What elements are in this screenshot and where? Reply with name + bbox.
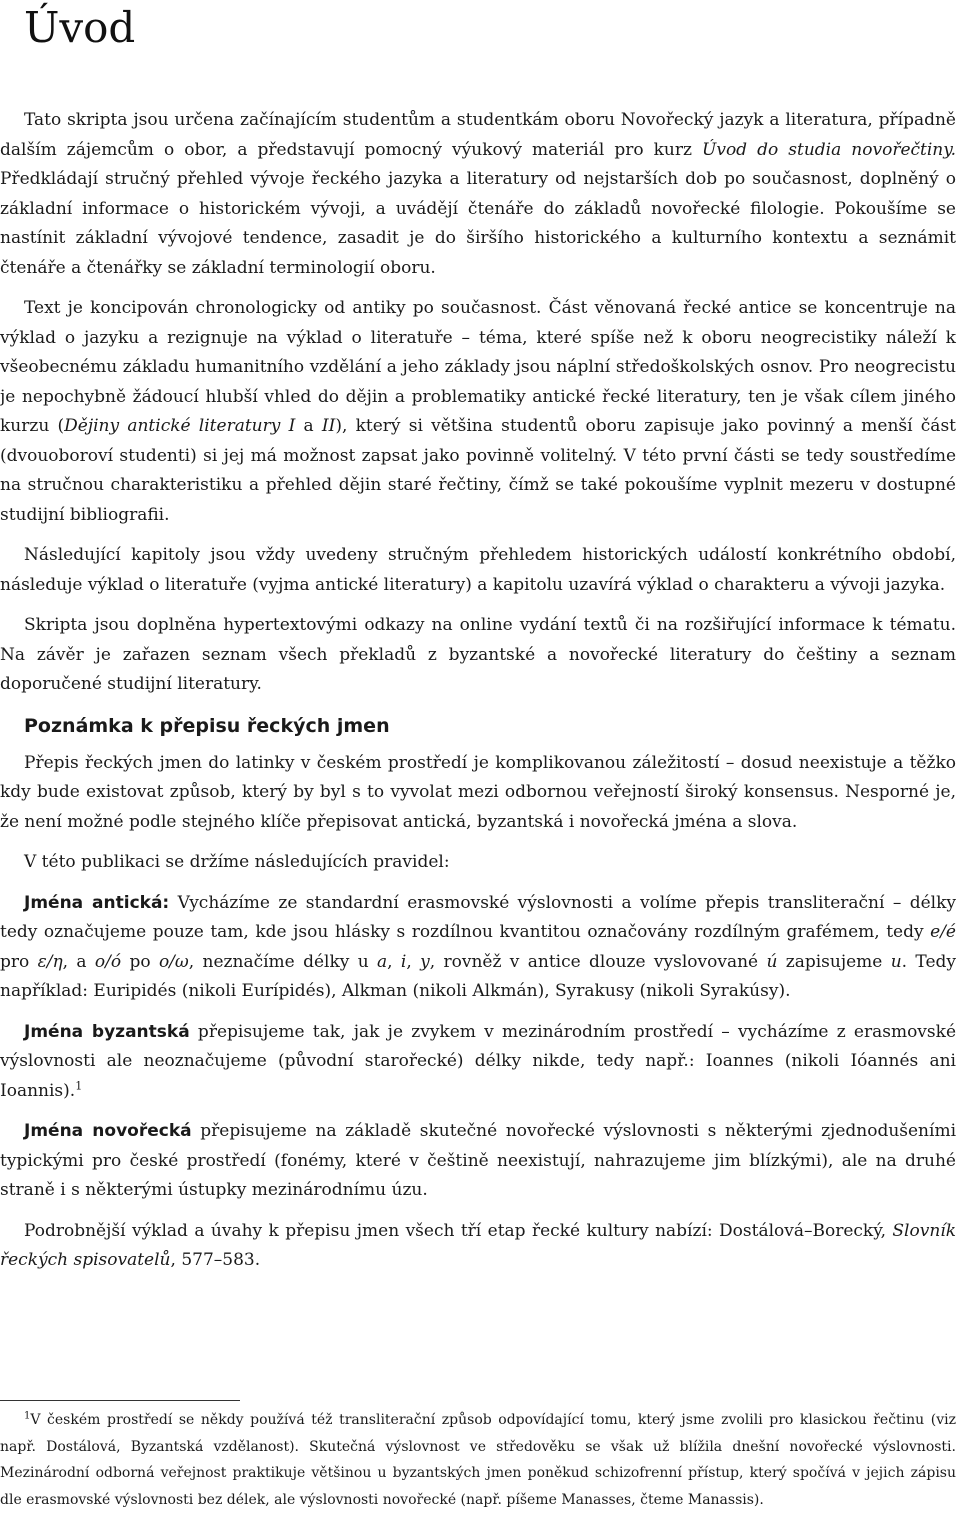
- rule-antic-comma: , a: [62, 951, 95, 972]
- rule-antic-sep1: ,: [387, 951, 401, 972]
- rule-byzantine-text: přepisujeme tak, jak je zvykem v mezinárodním prostředí – vycházíme z erasmovské výslovnosti ale neoznačujeme (původní starořecké) délky nikde, tedy např.: Ioannes (nikoli Ióannés ani Ioannis).: [0, 1021, 956, 1101]
- intro-p1-text: Tato skripta jsou určena začínajícím studentům a studentkám oboru Novořecký jazyk a literatura, případně dalším zájemcům o obor, a představují pomocný výukový materiál pro kurz: [0, 110, 956, 160]
- footnotes: [0, 1400, 956, 1513]
- rule-antic-lead: Jména antická:: [24, 892, 170, 913]
- final-text-a: Podrobnější výklad a úvahy k přepisu jmen všech tří etap řecké kultury nabízí: Dostálová–Borecký,: [24, 1220, 893, 1241]
- rule-modern-greek-lead: Jména novořecká: [24, 1121, 192, 1141]
- rule-antic-po: po: [121, 951, 159, 972]
- book-title: Slovník řeckých spisovatelů: [0, 1220, 956, 1270]
- rule-antic-text-a: Vycházíme ze standardní erasmovské výslovnosti a volíme přepis transliterační – délky tedy označujeme pouze tam, kde jsou hlásky s rozdílnou kvantitou označovány rozdílným grafémem, tedy: [0, 892, 956, 942]
- intro-paragraph-3: Následující kapitoly jsou vždy uvedeny stručným přehledem historických událostí konkrétního období, následuje výklad o literatuře (vyjma antické literatury) a kapitolu uzavírá výklad o charakteru a vývoji jazyka.: [0, 545, 956, 595]
- rule-antic-pro: pro: [0, 951, 38, 972]
- course-name: Úvod do studia novořečtiny.: [702, 139, 956, 160]
- rule-antic-u: u: [890, 951, 902, 972]
- footnote-ref[interactable]: 1: [75, 1078, 83, 1092]
- intro-p2-text-b: ), který si většina studentů oboru zapisuje jako povinný a menší část (dvouoboroví studenti) si jej má možnost zapsat jako povinně volitelný. V této první části se tedy soustředíme na stručnou charakteristiku a přehled dějin staré řečtiny, čímž se také pokoušíme vyplnit mezeru v dostupné studijní bibliografii.: [0, 416, 956, 525]
- intro-paragraph-1: [0, 106, 956, 283]
- rule-byzantine-lead: Jména byzantská: [24, 1021, 190, 1042]
- intro-p1-rest: Předkládají stručný přehled vývoje řeckého jazyka a literatury od nejstarších dob po současnost, doplněný o základní informace o historickém vývoji, a uvádějí čtenáře do základů novořecké filologie. Pokoušíme se nastínit základní vývojové tendence, zasadit je do širšího historického a kulturního kontextu a seznámit čtenáře a čtenářky se základní terminologií oboru.: [0, 169, 956, 278]
- intro-p2-text-a: Text je koncipován chronologicky od antiky po současnost. Část věnovaná řecké antice se koncentruje na výklad o jazyku a rezignuje na výklad o literatuře – téma, které spíše než k oboru neogrecistiky náleží k všeobecnému základu humanitního vzdělání a jeho základy jsou náplní středoškolských osnov. Pro neogrecistu je nepochybně žádoucí hlubší vhled do dějin a problematiky antické řecké literatury, ten je však cílem jiného kurzu (: [0, 298, 956, 436]
- footnote-mark: 1: [24, 1410, 31, 1422]
- intro-p2-and: a: [295, 416, 322, 436]
- rule-antic-omi: o/ω: [158, 951, 189, 972]
- footnote-rule: [0, 1400, 240, 1401]
- rule-antic-a: a: [377, 951, 388, 972]
- rule-antic-ee: e/é: [930, 922, 956, 942]
- section-paragraph-2: V této publikaci se držíme následujících pravidel:: [24, 852, 450, 872]
- final-text-b: , 577–583.: [170, 1250, 261, 1270]
- section-paragraph-1: Přepis řeckých jmen do latinky v českém prostředí je komplikovanou záležitostí – dosud neexistuje a těžko kdy bude existovat způsob, který by byl s to vyvolat mezi odbornou veřejností široký konsensus. Nesporné je, že není možné podle stejného klíče přepisovat antická, byzantská i novořecká jména a slova.: [0, 752, 956, 832]
- rule-antic-oo: o/ó: [94, 951, 122, 972]
- course-name-3: II: [321, 416, 336, 436]
- rule-antic: [0, 889, 956, 1007]
- intro-paragraph-4: Skripta jsou doplněna hypertextovými odkazy na online vydání textů či na rozšiřující informace k tématu. Na závěr je zařazen seznam všech překladů z byzantské a novořecké literatury do češtiny a seznam doporučené studijní literatury.: [0, 615, 956, 694]
- intro-paragraph-2: [0, 294, 956, 530]
- rule-antic-text-e: . Tedy například: Euripidés (nikoli Eurípidés), Alkman (nikoli Alkmán), Syrakusy (nikoli Syrakúsy).: [0, 951, 956, 1001]
- rule-antic-y: y: [420, 951, 430, 972]
- course-name-2: Dějiny antické literatury I: [64, 416, 296, 436]
- footnote-text: V českém prostředí se někdy používá též transliterační způsob odpovídající tomu, který jsme zvolili pro klasickou řečtinu (viz např. Dostálová, Byzantská vzdělanost). Skutečná výslovnost ve středověku se však už blížila dnešní novořecké výslovnosti. Mezinárodní odborná veřejnost praktikuje většinou u byzantských jmen poněkud schizofrenní přístup, který spočívá v jejich zápisu dle erasmovské výslovnosti bez délek, ale výslovnosti novořecké (např. píšeme Manasses, čteme Manassis).: [0, 1412, 956, 1508]
- rule-antic-u-long: ú: [766, 951, 778, 972]
- chapter-title: Úvod: [24, 3, 136, 52]
- rule-antic-eps: ε/η: [37, 951, 63, 972]
- rule-modern-greek-text: přepisujeme na základě skutečné novořecké výslovnosti s některými zjednodušeními typickými pro české prostředí (fonémy, které v češtině neexistují, nahrazujeme jim blízkými), ale na druhé straně i s některými ústupky mezinárodnímu úzu.: [0, 1121, 957, 1200]
- footnote-1: [0, 1407, 956, 1513]
- rule-byzantine: [0, 1018, 956, 1107]
- document-body: [0, 106, 956, 1287]
- rule-modern-greek: [0, 1117, 956, 1206]
- rule-antic-text-c: , rovněž v antice dlouze vyslovované: [429, 951, 767, 972]
- rule-antic-text-d: zapisujeme: [777, 951, 891, 972]
- section-heading: Poznámka k přepisu řeckých jmen: [24, 714, 390, 737]
- rule-antic-text-b: , neznačíme délky u: [188, 951, 378, 972]
- rule-antic-i: i: [400, 951, 407, 972]
- rule-antic-sep2: ,: [406, 951, 421, 972]
- section-paragraph-final: [0, 1217, 956, 1276]
